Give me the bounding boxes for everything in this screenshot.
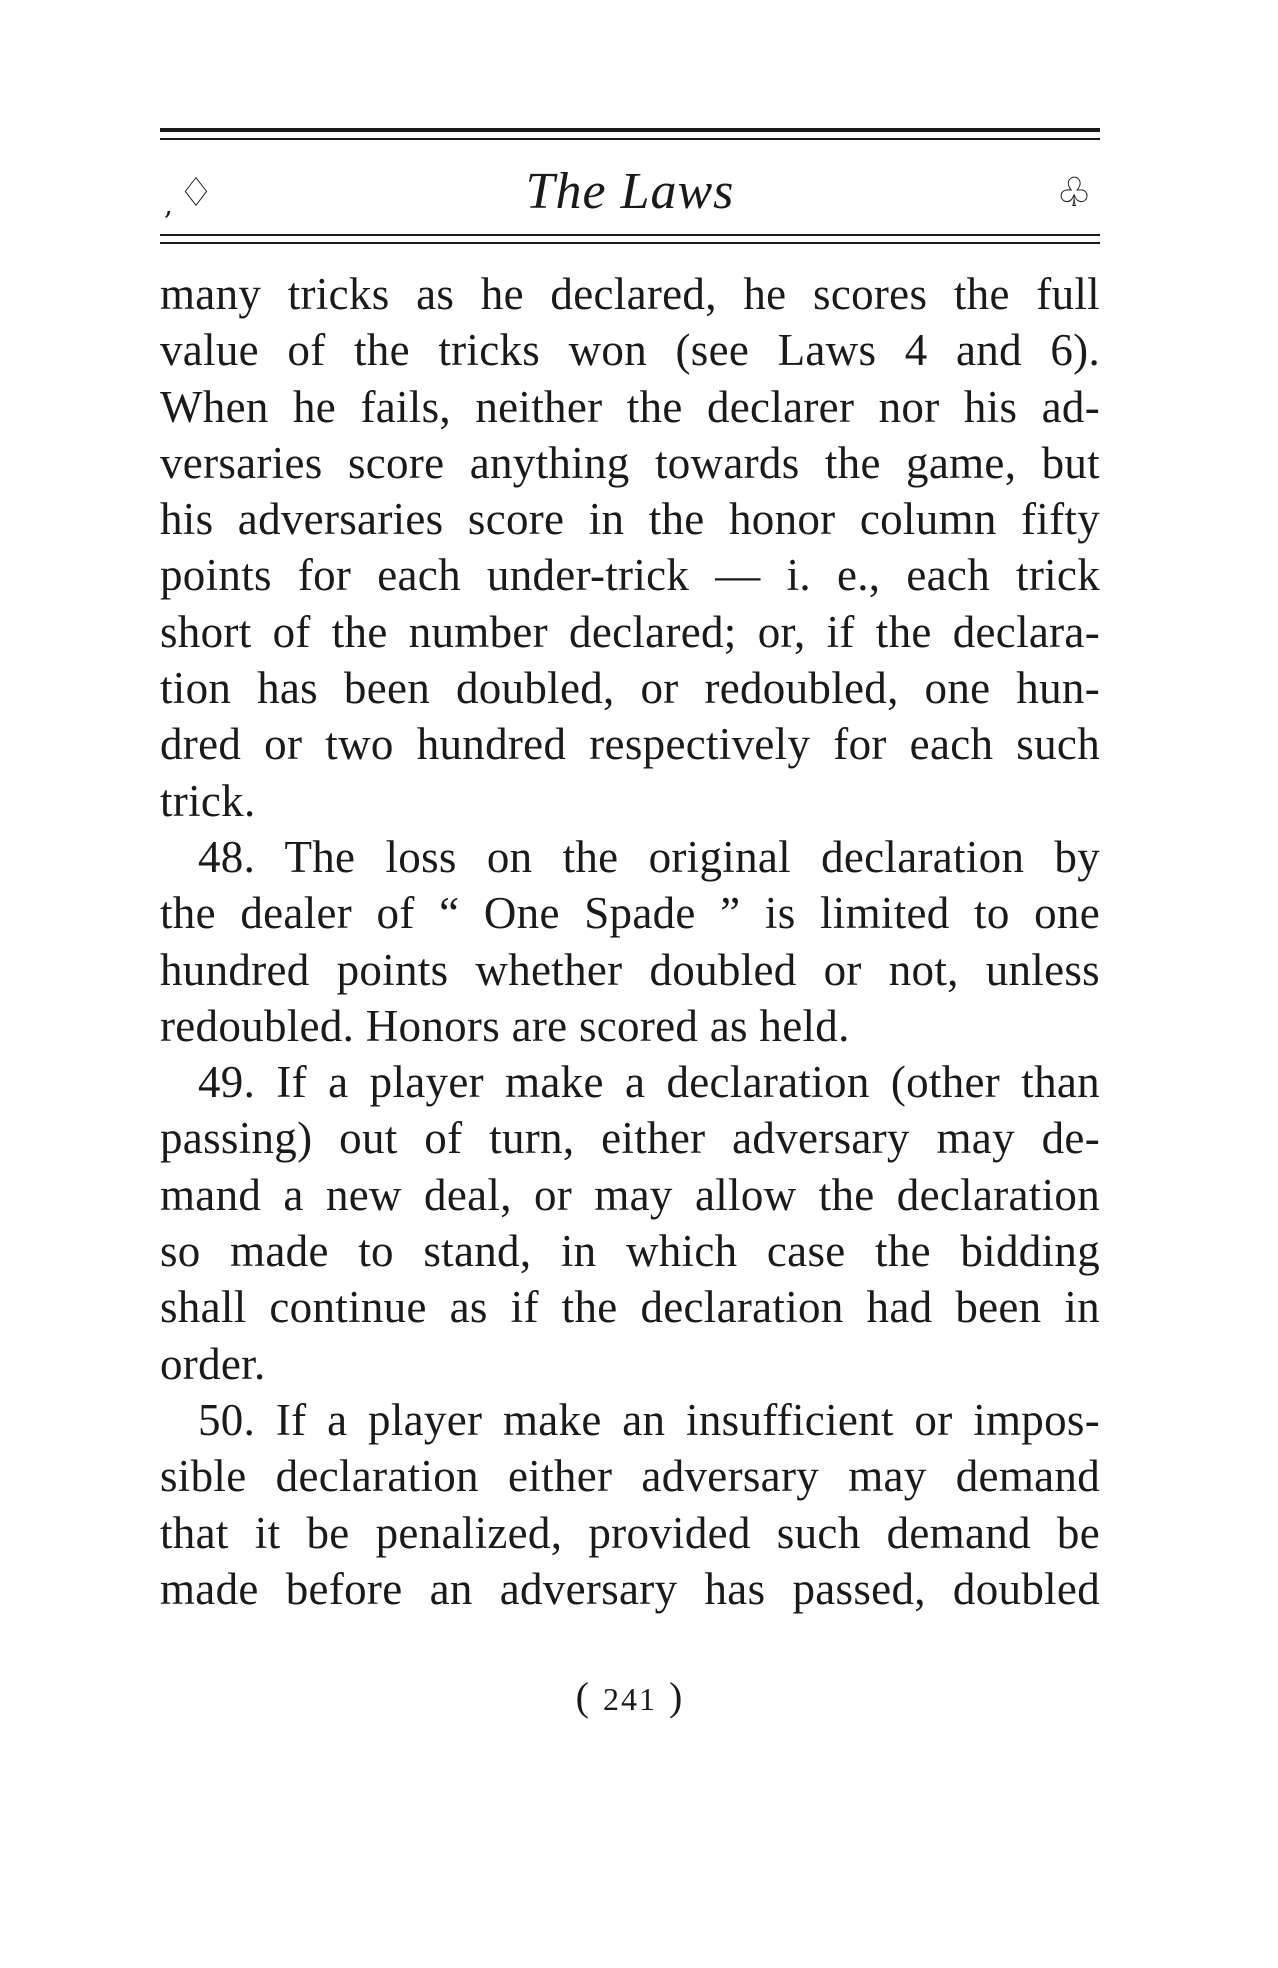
text-line: order. [160, 1338, 266, 1389]
text-line: many tricks as he declared, he scores the full [160, 269, 1100, 319]
running-header [160, 158, 1100, 228]
text-line: When he fails, neither the declarer nor his ad- [160, 381, 1100, 432]
text-line: his adversaries score in the honor column fifty [160, 494, 1100, 545]
body-text [160, 266, 1100, 1617]
paragraph-law-49 [160, 1054, 1100, 1392]
text-line: made before an adversary has passed, doubled [160, 1563, 1100, 1614]
text-line: points for each under-trick — i. e., each trick [160, 550, 1100, 601]
paragraph-law-48 [160, 829, 1100, 1054]
club-suit-icon: ♧ [1056, 170, 1092, 216]
text-line: so made to stand, in which case the bidding [160, 1226, 1100, 1277]
header-rule-bottom-thin-2 [160, 242, 1100, 244]
text-line: shall continue as if the declaration had been in [160, 1282, 1100, 1333]
paragraph-continued [160, 266, 1100, 829]
text-line: that it be penalized, provided such demand be [160, 1507, 1100, 1558]
text-line: sible declaration either adversary may demand [160, 1451, 1100, 1502]
text-line: versaries score anything towards the game, but [160, 437, 1100, 488]
header-rule-top-thin [160, 138, 1100, 140]
text-line: mand a new deal, or may allow the declaration [160, 1169, 1100, 1220]
text-line: 49. If a player make a declaration (other than [198, 1057, 1100, 1108]
text-line: dred or two hundred respectively for each such [160, 719, 1100, 770]
header-rule-top-thick [160, 128, 1100, 132]
text-line: 48. The loss on the original declaration by [198, 831, 1100, 882]
page-number: 241 [603, 1681, 657, 1717]
running-title: The Laws [525, 163, 735, 220]
page-folio: ( 241 ) [575, 1674, 685, 1719]
header-rule-bottom-thin [160, 234, 1100, 236]
text-line: tion has been doubled, or redoubled, one hun- [160, 663, 1100, 714]
diamond-suit-icon: ♢ [178, 170, 214, 216]
paragraph-law-50 [160, 1392, 1100, 1617]
text-line: passing) out of turn, either adversary may de- [160, 1113, 1100, 1164]
text-line: trick. [160, 775, 256, 826]
text-line: redoubled. Honors are scored as held. [160, 1000, 850, 1051]
text-line: hundred points whether doubled or not, unless [160, 944, 1100, 995]
text-line: the dealer of “ One Spade ” is limited to one [160, 888, 1100, 939]
text-line: value of the tricks won (see Laws 4 and 6). [160, 325, 1100, 376]
text-line: short of the number declared; or, if the declara- [160, 606, 1100, 657]
text-line: 50. If a player make an insufficient or impos- [198, 1394, 1100, 1445]
printer-tick-mark: , [164, 188, 173, 221]
